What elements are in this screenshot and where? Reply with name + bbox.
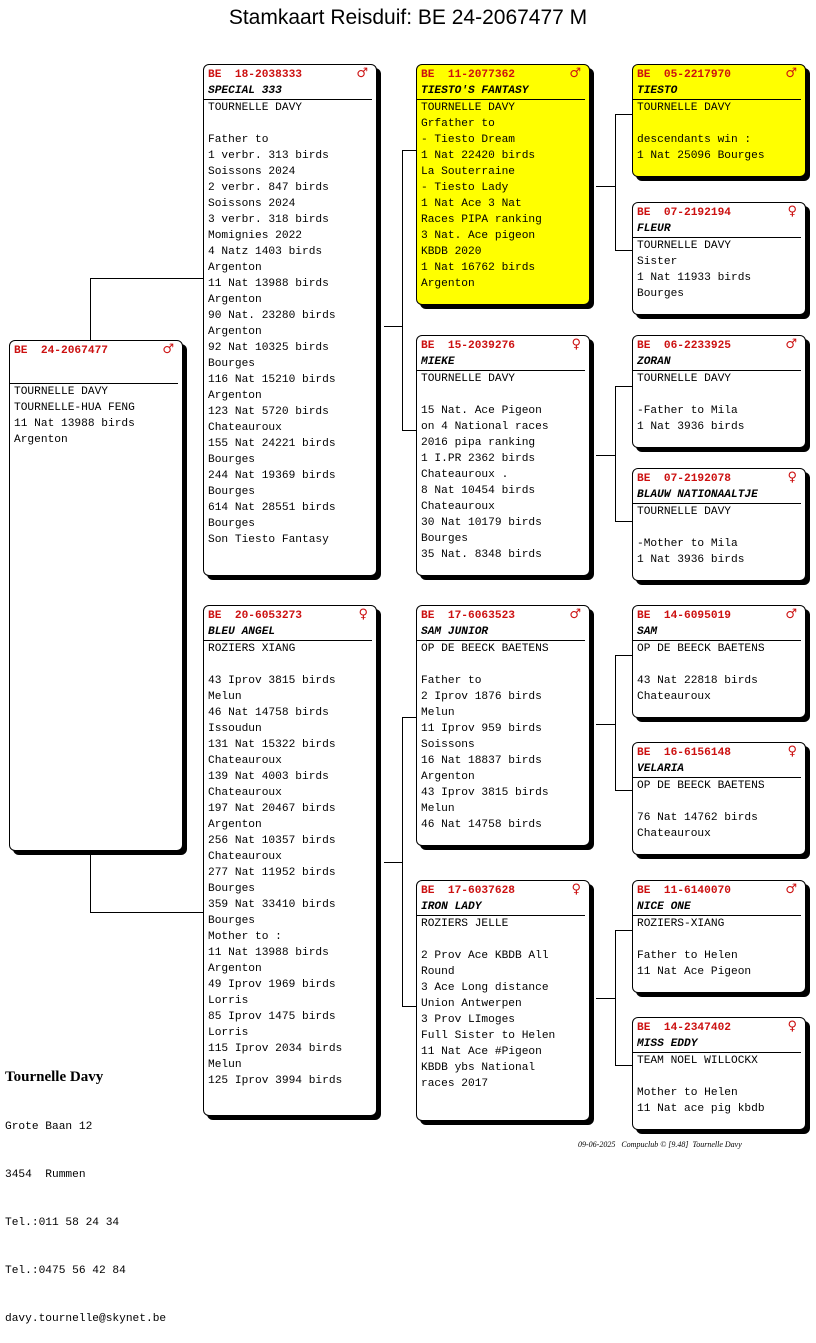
owner: TEAM NOEL WILLOCKX <box>633 1052 801 1069</box>
connector-mother-mm <box>402 1006 417 1007</box>
ring-number <box>417 65 589 83</box>
ring-text: BE 06-2233925 <box>637 340 731 352</box>
female-icon: ♀ <box>787 1019 797 1034</box>
pigeon-name: IRON LADY <box>421 901 482 913</box>
pigeon-card-ffm <box>632 202 806 315</box>
card-body: 43 Iprov 3815 birds Melun 46 Nat 14758 birds Issoudun 131 Nat 15322 birds Chateauroux 139 Nat 4003 birds Chateauroux 197 Nat 20467 birds Argenton 256 Nat 10357 birds Chateauroux 277 Nat 11952 birds Bourges 359 Nat 33410 birds Bourges Mother to : 11 Nat 13988 birds Argenton 49 Iprov 1969 birds Lorris 85 Iprov 1475 birds Lorris 115 Iprov 2034 birds Melun 125 Iprov 3994 birds <box>208 675 343 1087</box>
owner: TOURNELLE DAVY <box>417 370 585 387</box>
pigeon-name: TIESTO <box>637 85 678 97</box>
owner: TOURNELLE DAVY <box>633 99 801 116</box>
connector-mf-mff <box>615 655 633 656</box>
ring-text: BE 14-2347402 <box>637 1022 731 1034</box>
card-body: -Mother to Mila 1 Nat 3936 birds <box>637 538 745 566</box>
female-icon: ♀ <box>358 607 368 622</box>
pigeon-name: MIEKE <box>421 356 455 368</box>
female-icon: ♀ <box>571 337 581 352</box>
ring-text: BE 11-6140070 <box>637 885 731 897</box>
owner: OP DE BEECK BAETENS <box>633 640 801 657</box>
print-date: 09-06-2025 <box>578 1140 616 1149</box>
pigeon-card-father-mother <box>416 335 590 576</box>
female-icon: ♀ <box>787 744 797 759</box>
breeder-city: 3454 Rummen <box>5 1169 86 1181</box>
breeder-mobile: Tel.:0475 56 42 84 <box>5 1265 126 1277</box>
pigeon-name: SPECIAL 333 <box>208 85 282 97</box>
pigeon-card-fff <box>632 64 806 177</box>
ring-text: BE 11-2077362 <box>421 69 515 81</box>
connector-fm-fmf <box>615 386 633 387</box>
pigeon-name: NICE ONE <box>637 901 691 913</box>
ring-number <box>633 469 805 487</box>
connector-mm-out <box>596 998 615 999</box>
pigeon-card-mother-father <box>416 605 590 846</box>
card-body: 43 Nat 22818 birds Chateauroux <box>637 675 758 703</box>
connector-mm-mmm <box>615 1065 633 1066</box>
owner: TOURNELLE DAVY <box>417 99 585 116</box>
female-icon: ♀ <box>787 204 797 219</box>
ring-number <box>633 743 805 761</box>
card-body: Father to 1 verbr. 313 birds Soissons 2024 2 verbr. 847 birds Soissons 2024 3 verbr. 318 birds Momignies 2022 4 Natz 1403 birds Argenton 11 Nat 13988 birds Argenton 90 Nat. 23280 birds Argenton 92 Nat 10325 birds Bourges 116 Nat 15210 birds Argenton 123 Nat 5720 birds Chateauroux 155 Nat 24221 birds Bourges 244 Nat 19369 birds Bourges 614 Nat 28551 birds Bourges Son Tiesto Fantasy <box>208 134 336 546</box>
male-icon: ♂ <box>785 607 797 622</box>
connector-fm-fmm <box>615 521 633 522</box>
owner: TOURNELLE DAVY <box>633 237 801 254</box>
ring-number <box>633 881 805 899</box>
ring-text: BE 05-2217970 <box>637 69 731 81</box>
ring-text: BE 14-6095019 <box>637 610 731 622</box>
pigeon-name: BLAUW NATIONAALTJE <box>637 489 758 501</box>
footer-owner: Tournelle Davy <box>692 1140 742 1149</box>
card-body: TOURNELLE-HUA FENG 11 Nat 13988 birds Argenton <box>14 402 135 446</box>
connector-ff-out <box>596 186 615 187</box>
page-title: Stamkaart Reisduif: BE 24-2067477 M <box>228 6 588 29</box>
male-icon: ♂ <box>162 342 174 357</box>
ring-text: BE 17-6037628 <box>421 885 515 897</box>
ring-text: BE 15-2039276 <box>421 340 515 352</box>
ring-text: BE 20-6053273 <box>208 610 302 622</box>
connector-mf-out <box>596 724 615 725</box>
ring-number <box>417 336 589 354</box>
breeder-info <box>5 1035 166 1343</box>
connector-father-fm <box>402 430 417 431</box>
connector-mf-mfm <box>615 790 633 791</box>
ring-number <box>10 341 182 359</box>
ring-text: BE 18-2038333 <box>208 69 302 81</box>
ring-text: BE 24-2067477 <box>14 345 108 357</box>
pigeon-name: MISS EDDY <box>637 1038 698 1050</box>
ring-number <box>633 606 805 624</box>
connector-ff-fff <box>615 114 633 115</box>
connector-mf-v <box>615 655 616 791</box>
male-icon: ♂ <box>569 607 581 622</box>
card-body: 76 Nat 14762 birds Chateauroux <box>637 812 758 840</box>
pigeon-card-fmm <box>632 468 806 581</box>
pigeon-card-fmf <box>632 335 806 448</box>
pigeon-name <box>10 359 182 375</box>
ring-text: BE 07-2192078 <box>637 473 731 485</box>
pigeon-card-father <box>203 64 377 576</box>
ring-number <box>633 65 805 83</box>
owner: ROZIERS JELLE <box>417 915 585 932</box>
pigeon-card-mmf <box>632 880 806 993</box>
ring-number <box>633 336 805 354</box>
footer <box>578 1140 742 1149</box>
connector-mother-mf <box>402 717 417 718</box>
ring-number <box>633 203 805 221</box>
card-body: 15 Nat. Ace Pigeon on 4 National races 2016 pipa ranking 1 I.PR 2362 birds Chateauroux . 8 Nat 10454 birds Chateauroux 30 Nat 10179 birds Bourges 35 Nat. 8348 birds <box>421 405 549 561</box>
connector-fm-out <box>596 455 615 456</box>
pigeon-card-mff <box>632 605 806 718</box>
pigeon-name: SAM JUNIOR <box>421 626 489 638</box>
breeder-email: davy.tournelle@skynet.be <box>5 1313 167 1325</box>
connector-main-father-v <box>90 278 91 341</box>
connector-fm-v <box>615 386 616 522</box>
male-icon: ♂ <box>785 337 797 352</box>
ring-number <box>204 606 376 624</box>
ring-text: BE 07-2192194 <box>637 207 731 219</box>
connector-main-father-h <box>90 278 204 279</box>
card-body: Father to 2 Iprov 1876 birds Melun 11 Iprov 959 birds Soissons 16 Nat 18837 birds Argenton 43 Iprov 3815 birds Melun 46 Nat 14758 birds <box>421 675 549 831</box>
connector-mother-v <box>402 717 403 1007</box>
card-body: -Father to Mila 1 Nat 3936 birds <box>637 405 745 433</box>
connector-mm-mmf <box>615 930 633 931</box>
ring-text: BE 17-6063523 <box>421 610 515 622</box>
pigeon-name: SAM <box>637 626 658 638</box>
female-icon: ♀ <box>787 470 797 485</box>
owner: OP DE BEECK BAETENS <box>417 640 585 657</box>
pigeon-name: VELARIA <box>637 763 684 775</box>
card-body: Grfather to - Tiesto Dream 1 Nat 22420 birds La Souterraine - Tiesto Lady 1 Nat Ace 3 Nat Races PIPA ranking 3 Nat. Ace pigeon KBDB 2020 1 Nat 16762 birds Argenton <box>421 118 542 290</box>
owner: OP DE BEECK BAETENS <box>633 777 801 794</box>
owner: ROZIERS XIANG <box>204 640 372 657</box>
breeder-address: Grote Baan 12 <box>5 1121 93 1133</box>
male-icon: ♂ <box>785 66 797 81</box>
pigeon-name: TIESTO'S FANTASY <box>421 85 529 97</box>
pigeon-card-mother <box>203 605 377 1116</box>
ring-number <box>417 606 589 624</box>
card-body: Sister 1 Nat 11933 birds Bourges <box>637 256 752 300</box>
connector-ff-ffm <box>615 250 633 251</box>
card-body: Mother to Helen 11 Nat ace pig kbdb <box>637 1087 765 1115</box>
card-body: Father to Helen 11 Nat Ace Pigeon <box>637 950 752 978</box>
owner: ROZIERS-XIANG <box>633 915 801 932</box>
breeder-phone: Tel.:011 58 24 34 <box>5 1217 120 1229</box>
pigeon-name: BLEU ANGEL <box>208 626 276 638</box>
connector-father-v <box>402 150 403 431</box>
owner: TOURNELLE DAVY <box>633 503 801 520</box>
pigeon-card-mmm <box>632 1017 806 1130</box>
owner: TOURNELLE DAVY <box>204 99 372 116</box>
breeder-name: Tournelle Davy <box>5 1069 104 1085</box>
owner: TOURNELLE DAVY <box>633 370 801 387</box>
pigeon-name: ZORAN <box>637 356 671 368</box>
pigeon-card-main <box>9 340 183 851</box>
female-icon: ♀ <box>571 882 581 897</box>
card-body: descendants win : 1 Nat 25096 Bourges <box>637 134 765 162</box>
connector-main-mother-h <box>90 912 204 913</box>
connector-ff-v <box>615 114 616 251</box>
pigeon-name: FLEUR <box>637 223 671 235</box>
connector-main-mother-v <box>90 852 91 912</box>
pigeon-card-father-father <box>416 64 590 305</box>
pigeon-card-mfm <box>632 742 806 855</box>
ring-number <box>204 65 376 83</box>
connector-father-out <box>384 326 402 327</box>
male-icon: ♂ <box>569 66 581 81</box>
male-icon: ♂ <box>785 882 797 897</box>
software-credit: Compuclub © [9.48] <box>621 1140 689 1149</box>
ring-number <box>417 881 589 899</box>
connector-mother-out <box>384 862 402 863</box>
owner: TOURNELLE DAVY <box>10 383 178 400</box>
connector-father-ff <box>402 150 417 151</box>
ring-text: BE 16-6156148 <box>637 747 731 759</box>
card-body: 2 Prov Ace KBDB All Round 3 Ace Long distance Union Antwerpen 3 Prov LImoges Full Sister to Helen 11 Nat Ace #Pigeon KBDB ybs National races 2017 <box>421 950 556 1090</box>
pigeon-card-mother-mother <box>416 880 590 1121</box>
ring-number <box>633 1018 805 1036</box>
connector-mm-v <box>615 930 616 1066</box>
male-icon: ♂ <box>356 66 368 81</box>
